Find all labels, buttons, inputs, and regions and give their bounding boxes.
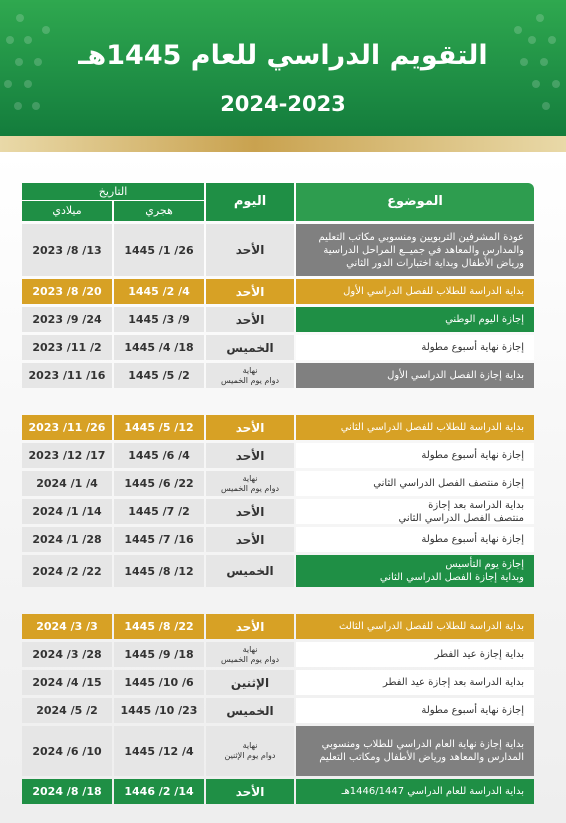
page-subtitle: 2024-2023 xyxy=(220,92,346,116)
row-day: الأحد xyxy=(206,279,294,304)
table-row xyxy=(22,499,534,524)
dot xyxy=(42,26,50,34)
row-day: الأحد xyxy=(206,499,294,524)
row-gregorian-date: 2023 /8 /13 xyxy=(22,224,112,276)
dots-pattern xyxy=(0,0,566,143)
row-topic: إجازة يوم التأسيس وبداية إجازة الفصل الدراسي الثاني xyxy=(296,555,534,587)
row-topic: بداية الدراسة للطلاب للفصل الدراسي الأول xyxy=(296,279,534,304)
table-row xyxy=(22,224,534,276)
row-day xyxy=(206,726,294,776)
row-gregorian-date: 2024 /5 /2 xyxy=(22,698,112,723)
row-gregorian-date: 2023 /11 /2 xyxy=(22,335,112,360)
row-topic: بداية إجازة نهاية العام الدراسي للطلاب ومنسوبي المدارس والمعاهد ورياض الأطفال ومكاتب التعليم xyxy=(296,726,534,776)
table-row xyxy=(22,279,534,304)
section-gap xyxy=(22,587,534,611)
row-gregorian-date: 2024 /1 /28 xyxy=(22,527,112,552)
row-day: الخميس xyxy=(206,555,294,587)
row-hijri-date: 1445 /6 /22 xyxy=(114,471,204,496)
row-hijri-date: 1445 /12 /4 xyxy=(114,726,204,776)
table-row xyxy=(22,527,534,552)
row-topic: بداية إجازة الفصل الدراسي الأول xyxy=(296,363,534,388)
row-day-note: نهاية xyxy=(242,473,258,483)
row-day xyxy=(206,642,294,667)
table-row xyxy=(22,335,534,360)
table-row xyxy=(22,443,534,468)
row-day: الخميس xyxy=(206,335,294,360)
row-gregorian-date: 2024 /8 /18 xyxy=(22,779,112,804)
dot xyxy=(532,80,540,88)
row-hijri-date: 1445 /6 /4 xyxy=(114,443,204,468)
table-row xyxy=(22,471,534,496)
row-day-note: نهاية xyxy=(242,741,258,750)
table-body xyxy=(22,224,534,804)
row-hijri-date: 1445 /1 /26 xyxy=(114,224,204,276)
row-day xyxy=(206,471,294,496)
row-topic: عودة المشرفين التربويين ومنسوبي مكاتب التعليم والمدارس والمعاهد في جميــع المراحل الدراسية ورياض الأطفال وبداية اختبارات الدور الثاني xyxy=(296,224,534,276)
row-hijri-date: 1445 /5 /2 xyxy=(114,363,204,388)
row-day-note: دوام يوم الخميس xyxy=(220,654,280,664)
row-gregorian-date: 2023 /11 /16 xyxy=(22,363,112,388)
header-date xyxy=(22,183,204,221)
row-topic: بداية الدراسة للعام الدراسي 1446/1447هـ xyxy=(296,779,534,804)
row-day: الأحد xyxy=(206,614,294,639)
gold-divider xyxy=(0,136,566,152)
row-gregorian-date: 2024 /3 /28 xyxy=(22,642,112,667)
page-title: التقويم الدراسي للعام 1445هـ xyxy=(78,40,488,71)
row-hijri-date: 1445 /10 /23 xyxy=(114,698,204,723)
row-hijri-date: 1445 /9 /18 xyxy=(114,642,204,667)
dot xyxy=(536,14,544,22)
row-topic: إجازة نهاية أسبوع مطولة xyxy=(296,527,534,552)
row-day xyxy=(206,363,294,388)
row-day-note: نهاية xyxy=(242,644,258,654)
row-hijri-date: 1445 /8 /12 xyxy=(114,555,204,587)
row-hijri-date: 1445 /7 /16 xyxy=(114,527,204,552)
row-gregorian-date: 2024 /6 /10 xyxy=(22,726,112,776)
table-row xyxy=(22,614,534,639)
row-gregorian-date: 2024 /3 /3 xyxy=(22,614,112,639)
dot xyxy=(16,14,24,22)
dot xyxy=(552,80,560,88)
header-topic: الموضوع xyxy=(296,183,534,221)
row-gregorian-date: 2024 /1 /14 xyxy=(22,499,112,524)
row-hijri-date: 1445 /5 /12 xyxy=(114,415,204,440)
row-day-note: نهاية xyxy=(242,365,258,375)
table-row xyxy=(22,555,534,587)
row-day-note: دوام يوم الخميس xyxy=(220,483,280,493)
table-row xyxy=(22,779,534,804)
table-row xyxy=(22,415,534,440)
table-row xyxy=(22,670,534,695)
row-topic: بداية الدراسة بعد إجازة عيد الفطر xyxy=(296,670,534,695)
table-row xyxy=(22,307,534,332)
row-topic: بداية إجازة عيد الفطر xyxy=(296,642,534,667)
table-row xyxy=(22,698,534,723)
row-hijri-date: 1445 /10 /6 xyxy=(114,670,204,695)
row-gregorian-date: 2023 /8 /20 xyxy=(22,279,112,304)
table-row xyxy=(22,642,534,667)
table-row xyxy=(22,726,534,776)
row-day: الأحد xyxy=(206,527,294,552)
header-gregorian: ميلادي xyxy=(52,204,82,217)
calendar-table xyxy=(22,183,534,804)
row-day: الإثنين xyxy=(206,670,294,695)
row-hijri-date: 1445 /7 /2 xyxy=(114,499,204,524)
row-topic: بداية الدراسة للطلاب للفصل الدراسي الثاني xyxy=(296,415,534,440)
table-row xyxy=(22,363,534,388)
row-topic: إجازة نهاية أسبوع مطولة xyxy=(296,698,534,723)
row-day: الأحد xyxy=(206,779,294,804)
row-day-note: دوام يوم الخميس xyxy=(220,375,280,385)
row-gregorian-date: 2024 /1 /4 xyxy=(22,471,112,496)
row-gregorian-date: 2023 /12 /17 xyxy=(22,443,112,468)
row-gregorian-date: 2023 /9 /24 xyxy=(22,307,112,332)
dot xyxy=(24,80,32,88)
row-day: الخميس xyxy=(206,698,294,723)
row-topic: إجازة منتصف الفصل الدراسي الثاني xyxy=(296,471,534,496)
row-topic: إجازة اليوم الوطني xyxy=(296,307,534,332)
section-gap xyxy=(22,388,534,412)
row-gregorian-date: 2024 /2 /22 xyxy=(22,555,112,587)
row-hijri-date: 1446 /2 /14 xyxy=(114,779,204,804)
row-gregorian-date: 2024 /4 /15 xyxy=(22,670,112,695)
row-hijri-date: 1445 /3 /9 xyxy=(114,307,204,332)
header-date-label: التاريخ xyxy=(98,185,128,198)
row-day: الأحد xyxy=(206,415,294,440)
header-day: اليوم xyxy=(206,183,294,221)
row-day: الأحد xyxy=(206,307,294,332)
row-topic: بداية الدراسة بعد إجازة منتصف الفصل الدراسي الثاني xyxy=(296,499,534,524)
row-hijri-date: 1445 /2 /4 xyxy=(114,279,204,304)
row-hijri-date: 1445 /4 /18 xyxy=(114,335,204,360)
dot xyxy=(4,80,12,88)
row-topic: بداية الدراسة للطلاب للفصل الدراسي الثالث xyxy=(296,614,534,639)
row-hijri-date: 1445 /8 /22 xyxy=(114,614,204,639)
row-topic: إجازة نهاية أسبوع مطولة xyxy=(296,443,534,468)
table-header xyxy=(22,183,534,221)
row-topic: إجازة نهاية أسبوع مطولة xyxy=(296,335,534,360)
hero-banner xyxy=(0,0,566,143)
row-day: الأحد xyxy=(206,443,294,468)
row-gregorian-date: 2023 /11 /26 xyxy=(22,415,112,440)
dot xyxy=(514,26,522,34)
row-day: الأحد xyxy=(206,224,294,276)
header-hijri: هجري xyxy=(145,204,173,217)
row-day-note: دوام يوم الإثنين xyxy=(224,751,276,760)
